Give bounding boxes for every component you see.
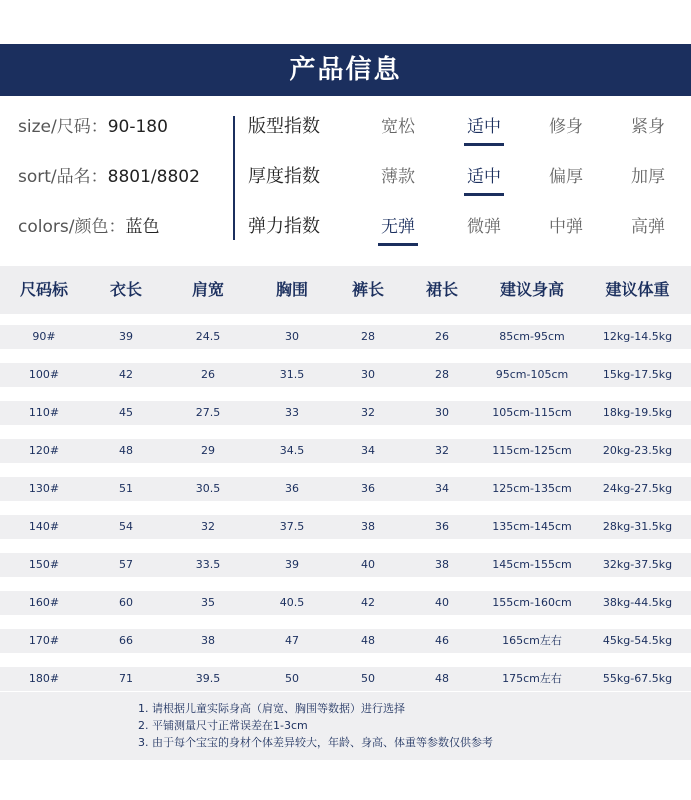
header-chest: 胸围 (275, 280, 308, 299)
header-shoulder: 肩宽 (191, 280, 224, 299)
cell-pants-length: 28 (361, 330, 375, 343)
colors-label: colors/颜色： (18, 217, 126, 237)
table-row (0, 439, 691, 463)
cell-suggested-weight: 38kg-44.5kg (602, 596, 673, 609)
cell-size: 150# (28, 558, 60, 571)
cell-suggested-weight: 24kg-27.5kg (602, 482, 673, 495)
size-value: 90-180 (107, 117, 168, 137)
cell-top-length: 57 (119, 558, 133, 571)
sort-label: sort/品名： (18, 167, 108, 187)
cell-skirt-length: 40 (435, 596, 449, 609)
cell-skirt-length: 34 (435, 482, 449, 495)
thickness-option-thin: 薄款 (381, 167, 415, 187)
cell-shoulder: 27.5 (195, 406, 221, 419)
product-info (0, 104, 691, 254)
cell-suggested-weight: 15kg-17.5kg (602, 368, 673, 381)
header-pants-length: 裤长 (351, 280, 384, 299)
cell-top-length: 45 (119, 406, 133, 419)
table-row (0, 553, 691, 577)
cell-suggested-height: 115cm-125cm (492, 444, 572, 457)
cell-chest: 50 (285, 672, 299, 685)
size-info (18, 112, 168, 137)
cell-suggested-height: 155cm-160cm (492, 596, 572, 609)
cell-suggested-height: 145cm-155cm (492, 558, 572, 571)
cell-suggested-height: 95cm-105cm (495, 368, 569, 381)
note-2: 2. 平铺测量尺寸正常误差在1-3cm (138, 719, 308, 732)
cell-chest: 34.5 (279, 444, 305, 457)
cell-size: 110# (28, 406, 60, 419)
sort-value: 8801/8802 (107, 167, 200, 187)
cell-suggested-weight: 28kg-31.5kg (602, 520, 673, 533)
info-row-colors (0, 204, 691, 244)
cell-shoulder: 30.5 (195, 482, 221, 495)
cell-chest: 33 (285, 406, 299, 419)
cell-skirt-length: 30 (435, 406, 449, 419)
cell-top-length: 71 (119, 672, 133, 685)
cell-top-length: 66 (119, 634, 133, 647)
cell-shoulder: 35 (201, 596, 215, 609)
elasticity-option-medium: 中弹 (549, 217, 583, 237)
section-title: 产品信息 (289, 55, 402, 85)
cell-skirt-length: 26 (435, 330, 449, 343)
thickness-option-regular: 适中 (454, 162, 514, 187)
header-suggested-weight: 建议体重 (605, 280, 670, 299)
header-skirt-length: 裙长 (425, 280, 458, 299)
header-top-length: 衣长 (109, 280, 142, 299)
cell-skirt-length: 36 (435, 520, 449, 533)
info-row-size (0, 104, 691, 144)
cell-shoulder: 33.5 (195, 558, 221, 571)
cell-skirt-length: 28 (435, 368, 449, 381)
cell-pants-length: 40 (361, 558, 375, 571)
cell-pants-length: 42 (361, 596, 375, 609)
cell-suggested-weight: 20kg-23.5kg (602, 444, 673, 457)
cell-skirt-length: 46 (435, 634, 449, 647)
cell-suggested-height: 125cm-135cm (492, 482, 572, 495)
cell-size: 180# (28, 672, 60, 685)
cell-pants-length: 30 (361, 368, 375, 381)
cell-top-length: 54 (119, 520, 133, 533)
cell-top-length: 48 (119, 444, 133, 457)
table-row (0, 629, 691, 653)
cell-suggested-height: 165cm左右 (502, 634, 562, 647)
elasticity-option-slight: 微弹 (467, 217, 501, 237)
note-3: 3. 由于每个宝宝的身材个体差异较大，年龄、身高、体重等参数仅供参考 (138, 736, 493, 749)
cell-top-length: 51 (119, 482, 133, 495)
cell-chest: 31.5 (279, 368, 305, 381)
colors-info (18, 212, 159, 237)
cell-suggested-height: 135cm-145cm (492, 520, 572, 533)
fit-index-label: 版型指数 (248, 116, 320, 137)
cell-size: 100# (28, 368, 60, 381)
cell-suggested-weight: 12kg-14.5kg (602, 330, 673, 343)
cell-pants-length: 50 (361, 672, 375, 685)
cell-suggested-weight: 45kg-54.5kg (602, 634, 673, 647)
cell-chest: 47 (285, 634, 299, 647)
cell-size: 140# (28, 520, 60, 533)
cell-suggested-weight: 18kg-19.5kg (602, 406, 673, 419)
cell-suggested-weight: 32kg-37.5kg (602, 558, 673, 571)
cell-size: 130# (28, 482, 60, 495)
cell-shoulder: 29 (201, 444, 215, 457)
cell-suggested-height: 175cm左右 (502, 672, 562, 685)
section-title-banner (0, 44, 691, 96)
cell-shoulder: 32 (201, 520, 215, 533)
cell-chest: 40.5 (279, 596, 305, 609)
cell-shoulder: 39.5 (195, 672, 221, 685)
table-row (0, 401, 691, 425)
cell-pants-length: 48 (361, 634, 375, 647)
note-1: 1. 请根据儿童实际身高（肩宽、胸围等数据）进行选择 (138, 702, 405, 715)
size-label: size/尺码： (18, 117, 108, 137)
cell-chest: 39 (285, 558, 299, 571)
header-size: 尺码标 (19, 280, 68, 299)
cell-suggested-height: 105cm-115cm (492, 406, 572, 419)
fit-option-loose: 宽松 (381, 117, 415, 137)
cell-size: 90# (32, 330, 56, 343)
cell-chest: 37.5 (279, 520, 305, 533)
cell-top-length: 39 (119, 330, 133, 343)
cell-suggested-height: 85cm-95cm (499, 330, 565, 343)
cell-size: 160# (28, 596, 60, 609)
cell-size: 120# (28, 444, 60, 457)
cell-chest: 30 (285, 330, 299, 343)
elasticity-index-label: 弹力指数 (248, 216, 320, 237)
thickness-option-thick: 加厚 (631, 167, 665, 187)
size-table-header (0, 266, 691, 314)
cell-chest: 36 (285, 482, 299, 495)
cell-skirt-length: 32 (435, 444, 449, 457)
cell-top-length: 60 (119, 596, 133, 609)
cell-shoulder: 26 (201, 368, 215, 381)
fit-option-regular: 适中 (454, 112, 514, 137)
elasticity-option-none: 无弹 (368, 212, 428, 237)
table-row (0, 477, 691, 501)
cell-suggested-weight: 55kg-67.5kg (602, 672, 673, 685)
cell-size: 170# (28, 634, 60, 647)
fit-option-slim: 修身 (549, 117, 583, 137)
thickness-option-thicker: 偏厚 (549, 167, 583, 187)
table-row (0, 325, 691, 349)
table-row (0, 667, 691, 691)
cell-top-length: 42 (119, 368, 133, 381)
elasticity-option-high: 高弹 (631, 217, 665, 237)
fit-option-tight: 紧身 (631, 117, 665, 137)
header-suggested-height: 建议身高 (499, 280, 564, 299)
cell-shoulder: 38 (201, 634, 215, 647)
thickness-index-label: 厚度指数 (248, 166, 320, 187)
info-row-sort (0, 154, 691, 194)
cell-shoulder: 24.5 (195, 330, 221, 343)
colors-value: 蓝色 (125, 217, 160, 237)
cell-pants-length: 38 (361, 520, 375, 533)
cell-skirt-length: 48 (435, 672, 449, 685)
table-row (0, 363, 691, 387)
cell-pants-length: 36 (361, 482, 375, 495)
notes-box (0, 692, 691, 760)
sort-info (18, 162, 200, 187)
cell-skirt-length: 38 (435, 558, 449, 571)
table-row (0, 591, 691, 615)
table-row (0, 515, 691, 539)
cell-pants-length: 34 (361, 444, 375, 457)
cell-pants-length: 32 (361, 406, 375, 419)
